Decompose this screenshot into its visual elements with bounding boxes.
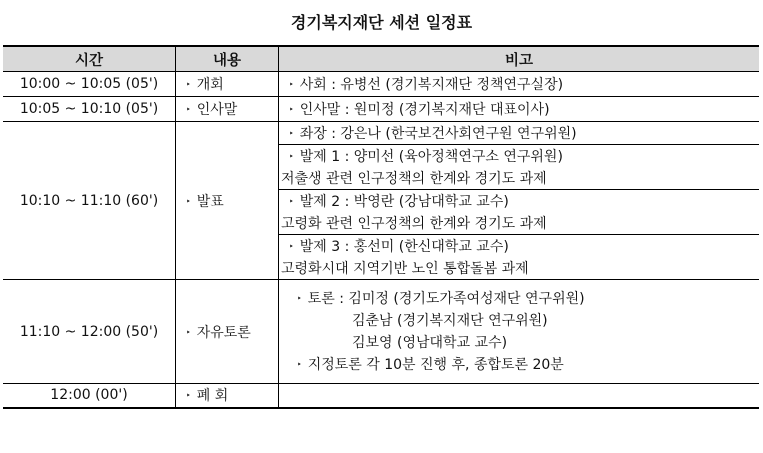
bullet-icon: ‣ [289,241,294,251]
bullet-icon: ‣ [289,79,294,89]
bullet-icon: ‣ [186,391,191,401]
note-line [279,190,759,212]
time-cell: 10:10 ~ 11:10 (60') [3,122,176,280]
content-label: 개회 [196,77,224,93]
bullet-icon: ‣ [186,80,191,89]
note-text: 김춘남 (경기복지재단 연구위원) [352,313,548,329]
content-cell [176,280,279,384]
note-group [279,235,759,279]
table-row [3,384,759,408]
content-label: 발표 [196,193,224,210]
header-time: 시간 [3,46,176,72]
bullet-icon: ‣ [297,293,302,303]
schedule-table [3,45,759,409]
table-row [3,122,759,280]
content-cell [176,72,279,97]
note-text: 사회 : 유병선 (경기복지재단 정책연구실장) [299,77,564,93]
table-row [3,72,759,97]
note-line [279,98,759,120]
content-cell [176,97,279,122]
note-text: 고령화 관련 인구정책의 한계와 경기도 과제 [281,216,547,232]
note-line [279,235,759,257]
content-cell [176,384,279,408]
note-text: 토론 : 김미정 (경기도가족여성재단 연구위원) [307,291,585,307]
note-cell [279,384,760,408]
note-line [279,73,759,95]
time-cell: 10:05 ~ 10:10 (05') [3,97,176,122]
note-text: 발제 1 : 양미선 (육아정책연구소 연구위원) [299,149,563,165]
bullet-icon: ‣ [186,327,191,337]
bullet-icon: ‣ [289,151,294,161]
note-text: 저출생 관련 인구정책의 한계와 경기도 과제 [281,171,547,187]
note-cell [279,122,760,280]
table-row [3,97,759,122]
note-line [279,353,759,375]
note-line [279,309,759,331]
note-cell [279,72,760,97]
note-text: 고령화시대 지역기반 노인 통합돌봄 과제 [281,261,529,277]
note-text: 발제 2 : 박영란 (강남대학교 교수) [299,194,509,210]
content-cell [176,122,279,280]
note-line [279,287,759,309]
note-group [279,122,759,145]
bullet-icon: ‣ [289,128,294,138]
note-line [279,257,759,279]
header-note: 비고 [279,46,760,72]
content-label: 인사말 [196,102,238,118]
time-cell: 11:10 ~ 12:00 (50') [3,280,176,384]
note-line [279,167,759,189]
time-cell: 10:00 ~ 10:05 (05') [3,72,176,97]
note-line [279,122,759,144]
table-row [3,280,759,384]
bullet-icon: ‣ [297,359,302,369]
content-label: 자유토론 [196,324,251,341]
note-cell [279,280,760,384]
note-text: 좌장 : 강은나 (한국보건사회연구원 연구위원) [299,126,577,142]
note-line [279,331,759,353]
time-cell: 12:00 (00') [3,384,176,408]
bullet-icon: ‣ [186,196,191,206]
note-line [279,212,759,234]
note-group [279,190,759,235]
note-text: 지정토론 각 10분 진행 후, 종합토론 20분 [307,357,564,373]
bullet-icon: ‣ [289,196,294,206]
note-text: 발제 3 : 홍선미 (한신대학교 교수) [299,239,509,255]
note-line [279,145,759,167]
bullet-icon: ‣ [289,104,294,114]
table-header-row [3,46,759,72]
bullet-icon: ‣ [186,105,191,114]
schedule-title: 경기복지재단 세션 일정표 [290,13,473,32]
note-text: 인사말 : 원미정 (경기복지재단 대표이사) [299,102,550,118]
content-label: 폐 회 [196,388,229,405]
header-content: 내용 [176,46,279,72]
note-text: 김보영 (영남대학교 교수) [352,335,508,351]
note-cell [279,97,760,122]
note-group [279,145,759,190]
